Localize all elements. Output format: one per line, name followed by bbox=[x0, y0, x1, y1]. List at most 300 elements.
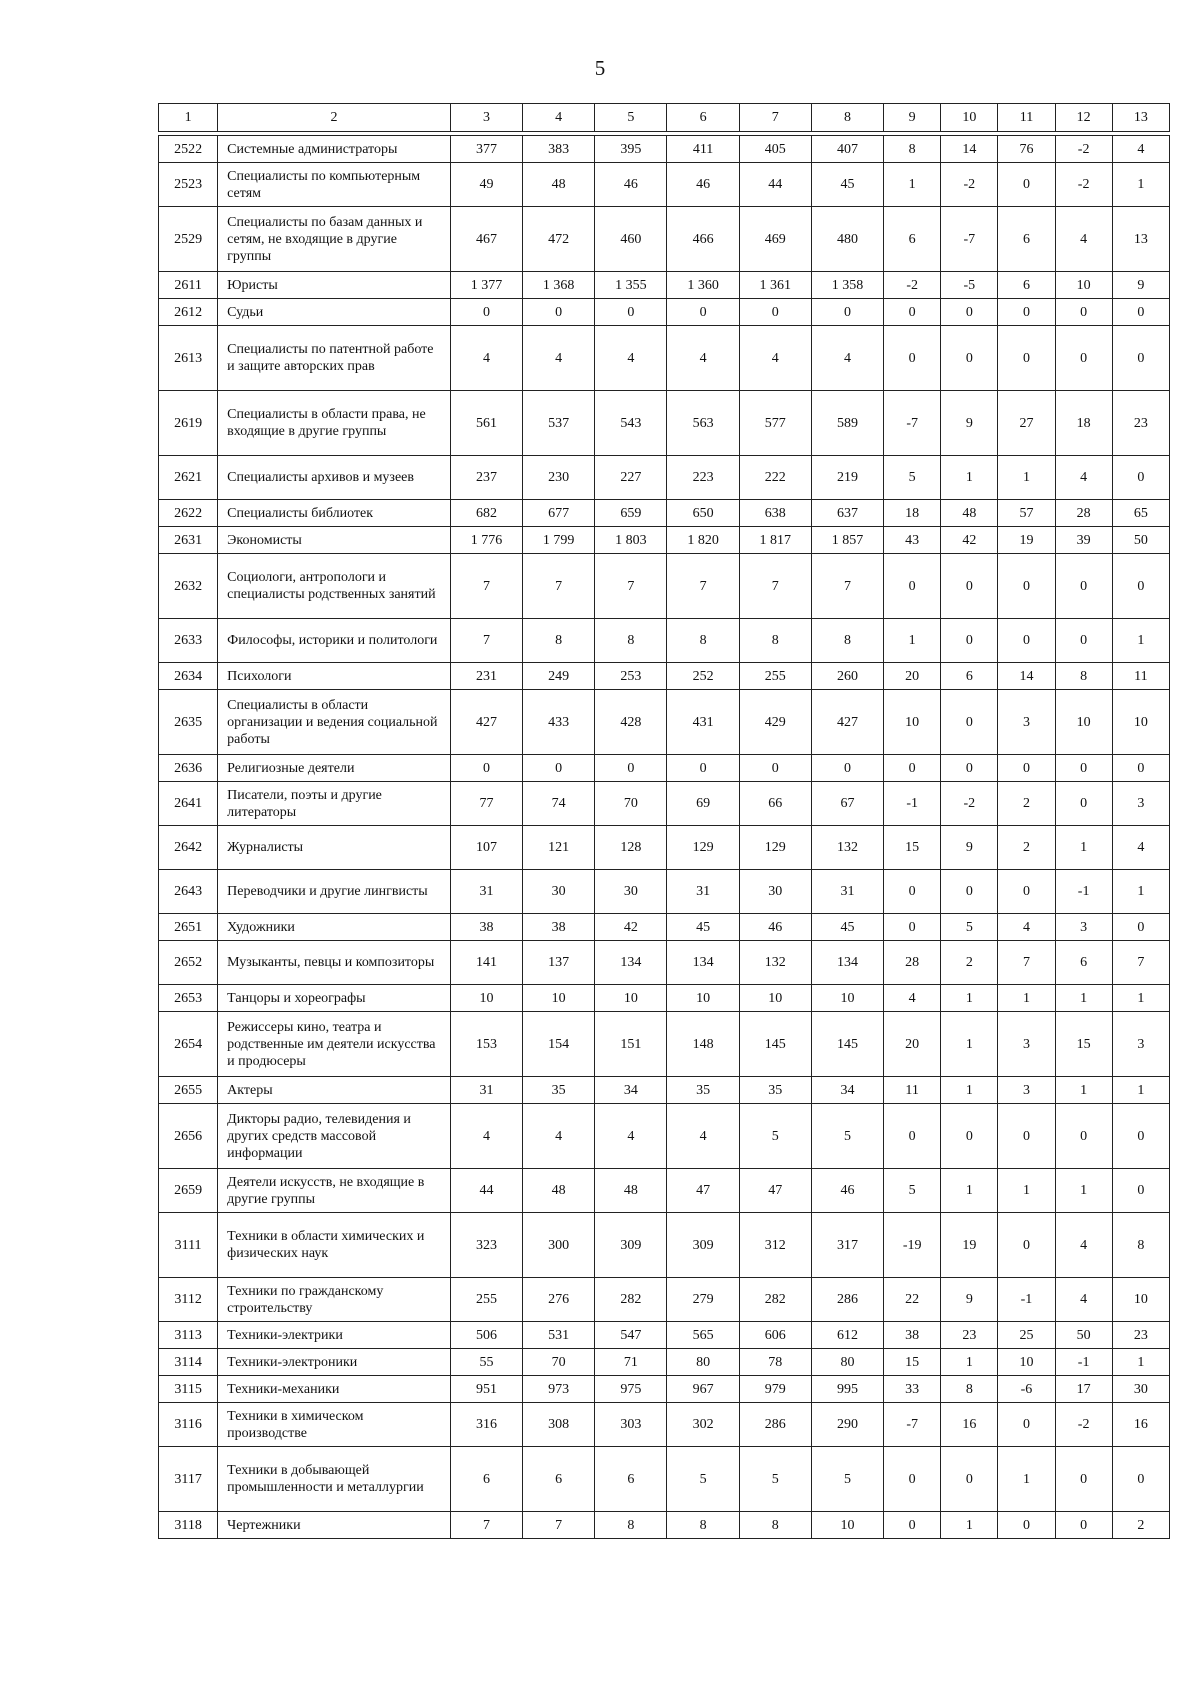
value-cell-col-9: 22 bbox=[884, 1278, 941, 1322]
value-cell-col-5: 659 bbox=[595, 500, 667, 527]
occupation-name-cell: Чертежники bbox=[218, 1512, 451, 1539]
table-row bbox=[159, 755, 1170, 782]
occupation-name-cell: Специалисты архивов и музеев bbox=[218, 456, 451, 500]
value-cell-col-5: 253 bbox=[595, 663, 667, 690]
occupation-code-cell: 3113 bbox=[159, 1322, 218, 1349]
value-cell-col-7: 255 bbox=[739, 663, 811, 690]
value-cell-col-4: 74 bbox=[523, 782, 595, 826]
value-cell-col-9: 0 bbox=[884, 914, 941, 941]
value-cell-col-3: 31 bbox=[450, 870, 522, 914]
column-header-12: 12 bbox=[1055, 104, 1112, 132]
value-cell-col-12: 4 bbox=[1055, 1213, 1112, 1278]
value-cell-col-10: 1 bbox=[941, 1512, 998, 1539]
value-cell-col-8: 80 bbox=[811, 1349, 883, 1376]
value-cell-col-9: 0 bbox=[884, 1512, 941, 1539]
value-cell-col-7: 145 bbox=[739, 1012, 811, 1077]
value-cell-col-4: 677 bbox=[523, 500, 595, 527]
table-row bbox=[159, 500, 1170, 527]
value-cell-col-10: 16 bbox=[941, 1403, 998, 1447]
value-cell-col-9: 6 bbox=[884, 207, 941, 272]
value-cell-col-12: 17 bbox=[1055, 1376, 1112, 1403]
value-cell-col-13: 0 bbox=[1112, 1104, 1169, 1169]
column-header-9: 9 bbox=[884, 104, 941, 132]
occupation-name-cell: Техники в добывающей промышленности и металлургии bbox=[218, 1447, 451, 1512]
value-cell-col-7: 47 bbox=[739, 1169, 811, 1213]
value-cell-col-11: 2 bbox=[998, 826, 1055, 870]
value-cell-col-4: 230 bbox=[523, 456, 595, 500]
value-cell-col-8: 8 bbox=[811, 619, 883, 663]
value-cell-col-12: 50 bbox=[1055, 1322, 1112, 1349]
value-cell-col-9: 0 bbox=[884, 870, 941, 914]
value-cell-col-4: 38 bbox=[523, 914, 595, 941]
value-cell-col-5: 543 bbox=[595, 391, 667, 456]
value-cell-col-13: 30 bbox=[1112, 1376, 1169, 1403]
value-cell-col-9: -1 bbox=[884, 782, 941, 826]
value-cell-col-10: 0 bbox=[941, 870, 998, 914]
table-row bbox=[159, 870, 1170, 914]
value-cell-col-13: 65 bbox=[1112, 500, 1169, 527]
table-row bbox=[159, 136, 1170, 163]
value-cell-col-13: 0 bbox=[1112, 1447, 1169, 1512]
value-cell-col-4: 30 bbox=[523, 870, 595, 914]
occupation-code-cell: 2529 bbox=[159, 207, 218, 272]
value-cell-col-3: 153 bbox=[450, 1012, 522, 1077]
value-cell-col-3: 4 bbox=[450, 326, 522, 391]
value-cell-col-7: 35 bbox=[739, 1077, 811, 1104]
table-row bbox=[159, 1403, 1170, 1447]
value-cell-col-4: 537 bbox=[523, 391, 595, 456]
occupation-name-cell: Специалисты по базам данных и сетям, не входящие в другие группы bbox=[218, 207, 451, 272]
value-cell-col-11: 27 bbox=[998, 391, 1055, 456]
value-cell-col-8: 46 bbox=[811, 1169, 883, 1213]
value-cell-col-11: 1 bbox=[998, 1169, 1055, 1213]
value-cell-col-11: 0 bbox=[998, 755, 1055, 782]
value-cell-col-7: 7 bbox=[739, 554, 811, 619]
value-cell-col-6: 7 bbox=[667, 554, 739, 619]
occupation-name-cell: Актеры bbox=[218, 1077, 451, 1104]
column-header-2: 2 bbox=[218, 104, 451, 132]
value-cell-col-10: 23 bbox=[941, 1322, 998, 1349]
value-cell-col-7: 8 bbox=[739, 619, 811, 663]
value-cell-col-9: 8 bbox=[884, 136, 941, 163]
value-cell-col-5: 227 bbox=[595, 456, 667, 500]
table-row bbox=[159, 782, 1170, 826]
value-cell-col-10: 2 bbox=[941, 941, 998, 985]
value-cell-col-7: 44 bbox=[739, 163, 811, 207]
occupation-code-cell: 2652 bbox=[159, 941, 218, 985]
value-cell-col-13: 0 bbox=[1112, 755, 1169, 782]
value-cell-col-5: 4 bbox=[595, 326, 667, 391]
occupation-name-cell: Юристы bbox=[218, 272, 451, 299]
value-cell-col-13: 10 bbox=[1112, 690, 1169, 755]
value-cell-col-3: 377 bbox=[450, 136, 522, 163]
value-cell-col-10: 0 bbox=[941, 619, 998, 663]
value-cell-col-3: 49 bbox=[450, 163, 522, 207]
table-row bbox=[159, 619, 1170, 663]
value-cell-col-4: 4 bbox=[523, 326, 595, 391]
value-cell-col-13: 13 bbox=[1112, 207, 1169, 272]
value-cell-col-3: 77 bbox=[450, 782, 522, 826]
column-header-13: 13 bbox=[1112, 104, 1169, 132]
occupation-code-cell: 2643 bbox=[159, 870, 218, 914]
value-cell-col-5: 6 bbox=[595, 1447, 667, 1512]
occupation-name-cell: Специалисты в области организации и ведения социальной работы bbox=[218, 690, 451, 755]
table-row bbox=[159, 941, 1170, 985]
value-cell-col-8: 45 bbox=[811, 914, 883, 941]
value-cell-col-13: 23 bbox=[1112, 1322, 1169, 1349]
value-cell-col-13: 0 bbox=[1112, 456, 1169, 500]
value-cell-col-5: 428 bbox=[595, 690, 667, 755]
value-cell-col-11: 76 bbox=[998, 136, 1055, 163]
value-cell-col-12: 18 bbox=[1055, 391, 1112, 456]
occupation-name-cell: Специалисты библиотек bbox=[218, 500, 451, 527]
occupation-name-cell: Техники-электроники bbox=[218, 1349, 451, 1376]
value-cell-col-4: 1 799 bbox=[523, 527, 595, 554]
value-cell-col-5: 303 bbox=[595, 1403, 667, 1447]
value-cell-col-11: 10 bbox=[998, 1349, 1055, 1376]
value-cell-col-5: 1 803 bbox=[595, 527, 667, 554]
value-cell-col-10: 9 bbox=[941, 826, 998, 870]
value-cell-col-12: 4 bbox=[1055, 1278, 1112, 1322]
value-cell-col-6: 31 bbox=[667, 870, 739, 914]
value-cell-col-10: 1 bbox=[941, 1169, 998, 1213]
value-cell-col-8: 10 bbox=[811, 985, 883, 1012]
value-cell-col-11: 0 bbox=[998, 1403, 1055, 1447]
value-cell-col-12: 39 bbox=[1055, 527, 1112, 554]
value-cell-col-8: 0 bbox=[811, 299, 883, 326]
value-cell-col-3: 6 bbox=[450, 1447, 522, 1512]
value-cell-col-12: -2 bbox=[1055, 1403, 1112, 1447]
value-cell-col-11: 0 bbox=[998, 1104, 1055, 1169]
value-cell-col-13: 4 bbox=[1112, 136, 1169, 163]
value-cell-col-11: -1 bbox=[998, 1278, 1055, 1322]
value-cell-col-6: 45 bbox=[667, 914, 739, 941]
value-cell-col-10: 1 bbox=[941, 1077, 998, 1104]
value-cell-col-7: 638 bbox=[739, 500, 811, 527]
value-cell-col-7: 132 bbox=[739, 941, 811, 985]
value-cell-col-11: 57 bbox=[998, 500, 1055, 527]
value-cell-col-11: 14 bbox=[998, 663, 1055, 690]
value-cell-col-13: 23 bbox=[1112, 391, 1169, 456]
value-cell-col-7: 5 bbox=[739, 1447, 811, 1512]
table-row bbox=[159, 1104, 1170, 1169]
value-cell-col-10: 1 bbox=[941, 1012, 998, 1077]
value-cell-col-8: 260 bbox=[811, 663, 883, 690]
value-cell-col-7: 8 bbox=[739, 1512, 811, 1539]
value-cell-col-12: 0 bbox=[1055, 299, 1112, 326]
value-cell-col-12: 0 bbox=[1055, 755, 1112, 782]
table-row bbox=[159, 1512, 1170, 1539]
value-cell-col-8: 67 bbox=[811, 782, 883, 826]
occupation-code-cell: 3115 bbox=[159, 1376, 218, 1403]
value-cell-col-9: 1 bbox=[884, 163, 941, 207]
occupation-name-cell: Журналисты bbox=[218, 826, 451, 870]
value-cell-col-13: 1 bbox=[1112, 1349, 1169, 1376]
occupation-code-cell: 3116 bbox=[159, 1403, 218, 1447]
value-cell-col-3: 4 bbox=[450, 1104, 522, 1169]
occupation-name-cell: Техники в области химических и физических наук bbox=[218, 1213, 451, 1278]
value-cell-col-13: 0 bbox=[1112, 326, 1169, 391]
value-cell-col-3: 141 bbox=[450, 941, 522, 985]
value-cell-col-10: 0 bbox=[941, 690, 998, 755]
occupation-name-cell: Танцоры и хореографы bbox=[218, 985, 451, 1012]
table-row bbox=[159, 391, 1170, 456]
value-cell-col-4: 137 bbox=[523, 941, 595, 985]
occupation-code-cell: 3114 bbox=[159, 1349, 218, 1376]
value-cell-col-9: 10 bbox=[884, 690, 941, 755]
occupation-code-cell: 2642 bbox=[159, 826, 218, 870]
table-row bbox=[159, 1012, 1170, 1077]
value-cell-col-9: 0 bbox=[884, 755, 941, 782]
column-header-11: 11 bbox=[998, 104, 1055, 132]
value-cell-col-7: 30 bbox=[739, 870, 811, 914]
value-cell-col-8: 407 bbox=[811, 136, 883, 163]
value-cell-col-3: 237 bbox=[450, 456, 522, 500]
value-cell-col-9: 33 bbox=[884, 1376, 941, 1403]
value-cell-col-9: 38 bbox=[884, 1322, 941, 1349]
value-cell-col-11: 1 bbox=[998, 456, 1055, 500]
value-cell-col-3: 561 bbox=[450, 391, 522, 456]
value-cell-col-8: 5 bbox=[811, 1104, 883, 1169]
value-cell-col-12: -2 bbox=[1055, 163, 1112, 207]
value-cell-col-5: 10 bbox=[595, 985, 667, 1012]
value-cell-col-8: 480 bbox=[811, 207, 883, 272]
value-cell-col-9: 28 bbox=[884, 941, 941, 985]
value-cell-col-7: 1 817 bbox=[739, 527, 811, 554]
value-cell-col-10: -2 bbox=[941, 782, 998, 826]
occupation-name-cell: Социологи, антропологи и специалисты родственных занятий bbox=[218, 554, 451, 619]
value-cell-col-5: 70 bbox=[595, 782, 667, 826]
value-cell-col-11: -6 bbox=[998, 1376, 1055, 1403]
value-cell-col-6: 1 820 bbox=[667, 527, 739, 554]
value-cell-col-7: 282 bbox=[739, 1278, 811, 1322]
value-cell-col-3: 107 bbox=[450, 826, 522, 870]
value-cell-col-5: 48 bbox=[595, 1169, 667, 1213]
table-row bbox=[159, 914, 1170, 941]
column-header-7: 7 bbox=[739, 104, 811, 132]
value-cell-col-10: 1 bbox=[941, 985, 998, 1012]
value-cell-col-12: 1 bbox=[1055, 1077, 1112, 1104]
value-cell-col-13: 3 bbox=[1112, 1012, 1169, 1077]
value-cell-col-3: 1 377 bbox=[450, 272, 522, 299]
occupation-name-cell: Специалисты по компьютерным сетям bbox=[218, 163, 451, 207]
column-number-header bbox=[159, 104, 1170, 132]
value-cell-col-7: 4 bbox=[739, 326, 811, 391]
value-cell-col-6: 4 bbox=[667, 326, 739, 391]
value-cell-col-13: 2 bbox=[1112, 1512, 1169, 1539]
value-cell-col-5: 42 bbox=[595, 914, 667, 941]
value-cell-col-6: 565 bbox=[667, 1322, 739, 1349]
value-cell-col-7: 312 bbox=[739, 1213, 811, 1278]
value-cell-col-5: 71 bbox=[595, 1349, 667, 1376]
value-cell-col-10: 48 bbox=[941, 500, 998, 527]
value-cell-col-4: 8 bbox=[523, 619, 595, 663]
value-cell-col-13: 1 bbox=[1112, 985, 1169, 1012]
value-cell-col-3: 1 776 bbox=[450, 527, 522, 554]
value-cell-col-12: 1 bbox=[1055, 826, 1112, 870]
value-cell-col-6: 466 bbox=[667, 207, 739, 272]
value-cell-col-4: 48 bbox=[523, 1169, 595, 1213]
value-cell-col-8: 219 bbox=[811, 456, 883, 500]
value-cell-col-12: 0 bbox=[1055, 782, 1112, 826]
value-cell-col-9: -2 bbox=[884, 272, 941, 299]
value-cell-col-7: 5 bbox=[739, 1104, 811, 1169]
value-cell-col-8: 34 bbox=[811, 1077, 883, 1104]
value-cell-col-5: 128 bbox=[595, 826, 667, 870]
value-cell-col-12: 0 bbox=[1055, 1512, 1112, 1539]
value-cell-col-10: 0 bbox=[941, 554, 998, 619]
table-row bbox=[159, 1447, 1170, 1512]
value-cell-col-13: 4 bbox=[1112, 826, 1169, 870]
value-cell-col-13: 9 bbox=[1112, 272, 1169, 299]
value-cell-col-6: 47 bbox=[667, 1169, 739, 1213]
value-cell-col-5: 395 bbox=[595, 136, 667, 163]
value-cell-col-7: 405 bbox=[739, 136, 811, 163]
value-cell-col-9: 15 bbox=[884, 826, 941, 870]
value-cell-col-8: 10 bbox=[811, 1512, 883, 1539]
value-cell-col-6: 35 bbox=[667, 1077, 739, 1104]
value-cell-col-3: 427 bbox=[450, 690, 522, 755]
value-cell-col-6: 4 bbox=[667, 1104, 739, 1169]
value-cell-col-4: 531 bbox=[523, 1322, 595, 1349]
value-cell-col-8: 45 bbox=[811, 163, 883, 207]
value-cell-col-10: -5 bbox=[941, 272, 998, 299]
value-cell-col-3: 55 bbox=[450, 1349, 522, 1376]
value-cell-col-12: 0 bbox=[1055, 1104, 1112, 1169]
occupation-code-cell: 2622 bbox=[159, 500, 218, 527]
value-cell-col-6: 134 bbox=[667, 941, 739, 985]
value-cell-col-11: 0 bbox=[998, 299, 1055, 326]
value-cell-col-4: 0 bbox=[523, 299, 595, 326]
occupation-name-cell: Техники-механики bbox=[218, 1376, 451, 1403]
value-cell-col-8: 427 bbox=[811, 690, 883, 755]
value-cell-col-9: 43 bbox=[884, 527, 941, 554]
occupation-name-cell: Техники в химическом производстве bbox=[218, 1403, 451, 1447]
value-cell-col-8: 134 bbox=[811, 941, 883, 985]
column-header-8: 8 bbox=[811, 104, 883, 132]
value-cell-col-8: 612 bbox=[811, 1322, 883, 1349]
occupation-code-cell: 2634 bbox=[159, 663, 218, 690]
value-cell-col-4: 308 bbox=[523, 1403, 595, 1447]
value-cell-col-4: 1 368 bbox=[523, 272, 595, 299]
value-cell-col-11: 0 bbox=[998, 326, 1055, 391]
value-cell-col-6: 279 bbox=[667, 1278, 739, 1322]
value-cell-col-3: 682 bbox=[450, 500, 522, 527]
value-cell-col-6: 650 bbox=[667, 500, 739, 527]
value-cell-col-12: 0 bbox=[1055, 1447, 1112, 1512]
value-cell-col-12: 1 bbox=[1055, 985, 1112, 1012]
value-cell-col-11: 3 bbox=[998, 1077, 1055, 1104]
value-cell-col-13: 10 bbox=[1112, 1278, 1169, 1322]
value-cell-col-5: 34 bbox=[595, 1077, 667, 1104]
value-cell-col-11: 1 bbox=[998, 985, 1055, 1012]
value-cell-col-4: 70 bbox=[523, 1349, 595, 1376]
occupation-code-cell: 2633 bbox=[159, 619, 218, 663]
value-cell-col-10: 8 bbox=[941, 1376, 998, 1403]
value-cell-col-7: 10 bbox=[739, 985, 811, 1012]
value-cell-col-8: 1 358 bbox=[811, 272, 883, 299]
occupation-code-cell: 3117 bbox=[159, 1447, 218, 1512]
value-cell-col-13: 16 bbox=[1112, 1403, 1169, 1447]
table-row bbox=[159, 1278, 1170, 1322]
value-cell-col-8: 317 bbox=[811, 1213, 883, 1278]
value-cell-col-13: 8 bbox=[1112, 1213, 1169, 1278]
value-cell-col-6: 967 bbox=[667, 1376, 739, 1403]
value-cell-col-8: 145 bbox=[811, 1012, 883, 1077]
occupation-name-cell: Философы, историки и политологи bbox=[218, 619, 451, 663]
value-cell-col-11: 0 bbox=[998, 870, 1055, 914]
value-cell-col-4: 383 bbox=[523, 136, 595, 163]
value-cell-col-8: 0 bbox=[811, 755, 883, 782]
value-cell-col-10: 9 bbox=[941, 391, 998, 456]
value-cell-col-13: 0 bbox=[1112, 1169, 1169, 1213]
value-cell-col-11: 0 bbox=[998, 1512, 1055, 1539]
value-cell-col-12: 8 bbox=[1055, 663, 1112, 690]
occupation-table-container bbox=[158, 103, 1170, 1539]
value-cell-col-5: 309 bbox=[595, 1213, 667, 1278]
value-cell-col-8: 132 bbox=[811, 826, 883, 870]
value-cell-col-6: 0 bbox=[667, 299, 739, 326]
occupation-code-cell: 2656 bbox=[159, 1104, 218, 1169]
value-cell-col-4: 7 bbox=[523, 554, 595, 619]
value-cell-col-8: 637 bbox=[811, 500, 883, 527]
table-row bbox=[159, 163, 1170, 207]
page-number: 5 bbox=[594, 56, 606, 80]
occupation-table bbox=[158, 103, 1170, 1539]
value-cell-col-4: 6 bbox=[523, 1447, 595, 1512]
value-cell-col-11: 0 bbox=[998, 554, 1055, 619]
value-cell-col-5: 134 bbox=[595, 941, 667, 985]
value-cell-col-9: -7 bbox=[884, 391, 941, 456]
value-cell-col-7: 286 bbox=[739, 1403, 811, 1447]
value-cell-col-4: 249 bbox=[523, 663, 595, 690]
value-cell-col-10: -2 bbox=[941, 163, 998, 207]
value-cell-col-4: 7 bbox=[523, 1512, 595, 1539]
value-cell-col-3: 0 bbox=[450, 299, 522, 326]
value-cell-col-12: -2 bbox=[1055, 136, 1112, 163]
value-cell-col-13: 0 bbox=[1112, 554, 1169, 619]
value-cell-col-10: 0 bbox=[941, 1104, 998, 1169]
value-cell-col-3: 0 bbox=[450, 755, 522, 782]
value-cell-col-9: 4 bbox=[884, 985, 941, 1012]
value-cell-col-4: 4 bbox=[523, 1104, 595, 1169]
occupation-name-cell: Художники bbox=[218, 914, 451, 941]
value-cell-col-6: 8 bbox=[667, 619, 739, 663]
occupation-code-cell: 2655 bbox=[159, 1077, 218, 1104]
value-cell-col-7: 0 bbox=[739, 299, 811, 326]
table-body bbox=[159, 136, 1170, 1539]
value-cell-col-6: 563 bbox=[667, 391, 739, 456]
value-cell-col-5: 975 bbox=[595, 1376, 667, 1403]
column-header-6: 6 bbox=[667, 104, 739, 132]
occupation-name-cell: Психологи bbox=[218, 663, 451, 690]
occupation-code-cell: 2636 bbox=[159, 755, 218, 782]
occupation-name-cell: Деятели искусств, не входящие в другие группы bbox=[218, 1169, 451, 1213]
value-cell-col-5: 8 bbox=[595, 619, 667, 663]
value-cell-col-9: 5 bbox=[884, 1169, 941, 1213]
occupation-code-cell: 3111 bbox=[159, 1213, 218, 1278]
value-cell-col-3: 44 bbox=[450, 1169, 522, 1213]
value-cell-col-8: 4 bbox=[811, 326, 883, 391]
column-header-4: 4 bbox=[523, 104, 595, 132]
value-cell-col-3: 7 bbox=[450, 1512, 522, 1539]
value-cell-col-6: 411 bbox=[667, 136, 739, 163]
value-cell-col-12: 15 bbox=[1055, 1012, 1112, 1077]
value-cell-col-6: 129 bbox=[667, 826, 739, 870]
occupation-code-cell: 3112 bbox=[159, 1278, 218, 1322]
value-cell-col-7: 1 361 bbox=[739, 272, 811, 299]
value-cell-col-13: 1 bbox=[1112, 870, 1169, 914]
